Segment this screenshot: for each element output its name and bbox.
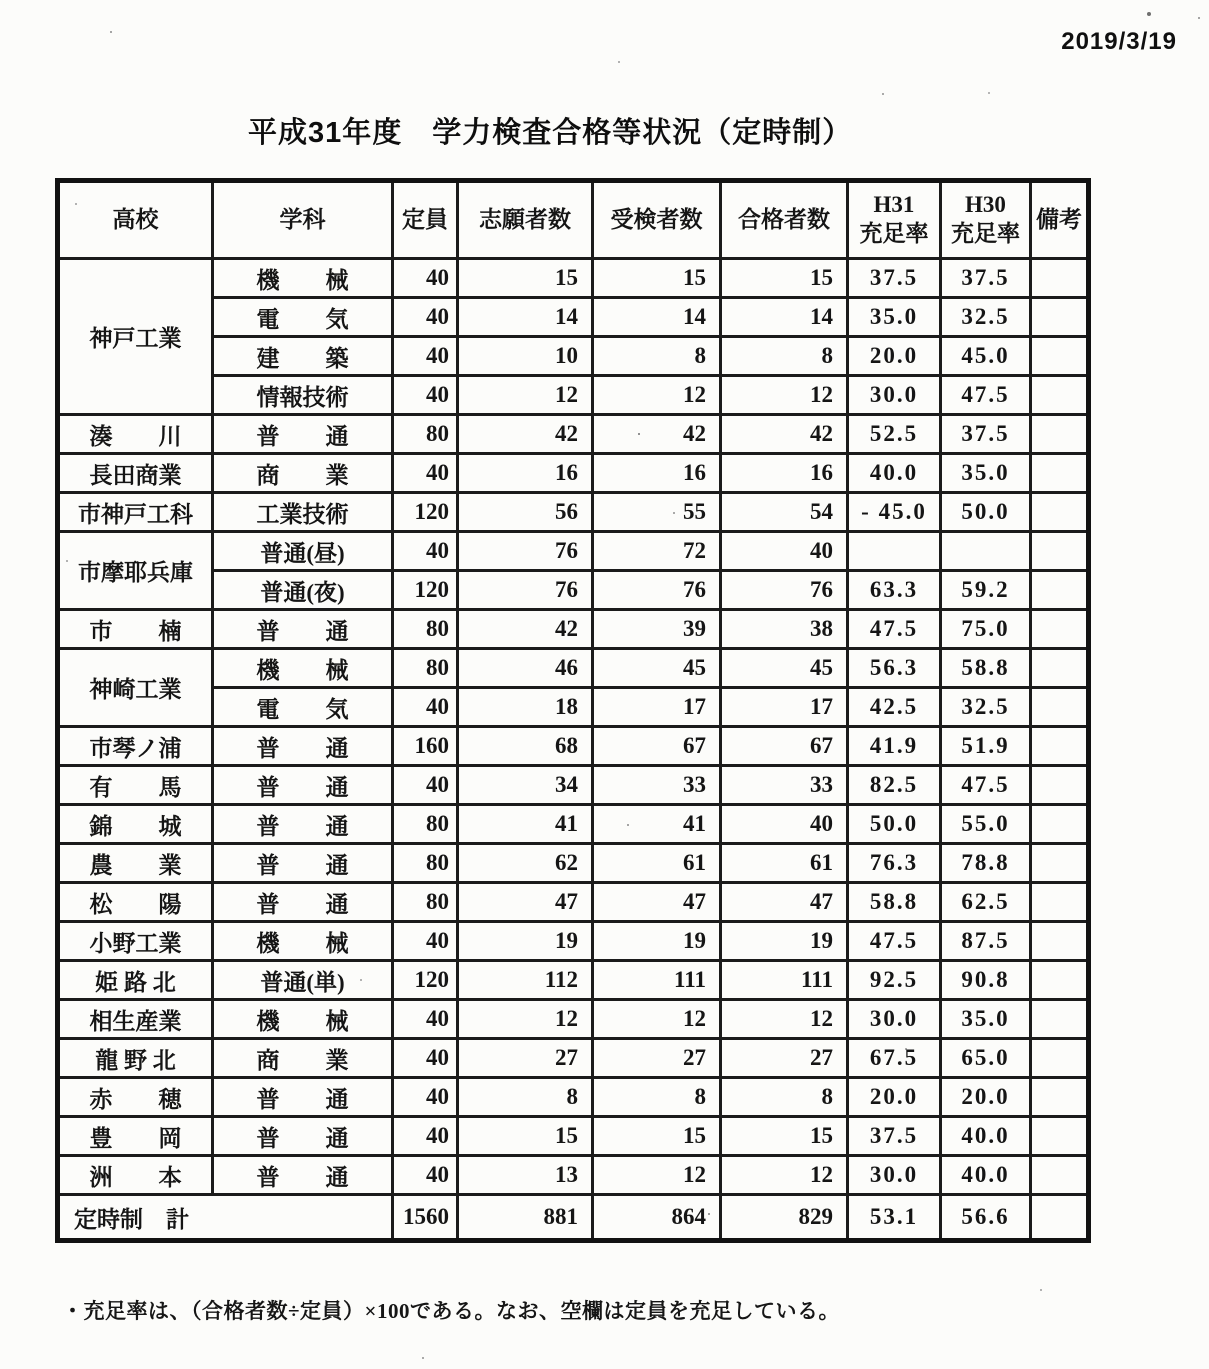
remarks-cell	[1031, 415, 1089, 454]
applicants-cell: 42	[458, 415, 593, 454]
header-applicants: 志願者数	[458, 181, 593, 259]
capacity-cell: 40	[393, 688, 458, 727]
table-row	[58, 610, 1089, 649]
applicants-cell: 76	[458, 571, 593, 610]
applicants-cell: 41	[458, 805, 593, 844]
h30-rate-cell: 35.0	[941, 1000, 1031, 1039]
accepted-cell: 54	[721, 493, 848, 532]
table-row	[58, 532, 1089, 571]
h30-rate-cell: 87.5	[941, 922, 1031, 961]
examinees-cell: 45	[593, 649, 721, 688]
examinees-cell: 39	[593, 610, 721, 649]
department-cell: 普通(夜)	[213, 571, 393, 610]
examinees-cell: 55	[593, 493, 721, 532]
department-cell: 普 通	[213, 727, 393, 766]
header-h30-line2: 充足率	[951, 221, 1020, 246]
applicants-cell: 62	[458, 844, 593, 883]
remarks-cell	[1031, 961, 1089, 1000]
h31-rate-cell: 63.3	[848, 571, 941, 610]
total-examinees-cell: 864	[593, 1195, 721, 1241]
department-cell: 電 気	[213, 298, 393, 337]
department-cell: 機 械	[213, 259, 393, 298]
h30-rate-cell: 59.2	[941, 571, 1031, 610]
examinees-cell: 12	[593, 376, 721, 415]
department-cell: 普通(単)	[213, 961, 393, 1000]
capacity-cell: 40	[393, 1000, 458, 1039]
capacity-cell: 120	[393, 571, 458, 610]
remarks-cell	[1031, 805, 1089, 844]
h31-rate-cell: 52.5	[848, 415, 941, 454]
h31-rate-cell: 30.0	[848, 376, 941, 415]
h30-rate-cell: 47.5	[941, 766, 1031, 805]
table-row	[58, 493, 1089, 532]
capacity-cell: 40	[393, 1117, 458, 1156]
header-h31-line2: 充足率	[859, 221, 929, 246]
accepted-cell: 15	[721, 259, 848, 298]
applicants-cell: 8	[458, 1078, 593, 1117]
header-examinees: 受検者数	[593, 181, 721, 259]
capacity-cell: 40	[393, 259, 458, 298]
department-cell: 普 通	[213, 610, 393, 649]
remarks-cell	[1031, 883, 1089, 922]
remarks-cell	[1031, 337, 1089, 376]
school-cell: 長田商業	[58, 454, 213, 493]
capacity-cell: 80	[393, 805, 458, 844]
remarks-cell	[1031, 766, 1089, 805]
remarks-cell	[1031, 259, 1089, 298]
h30-rate-cell: 20.0	[941, 1078, 1031, 1117]
examinees-cell: 17	[593, 688, 721, 727]
accepted-cell: 61	[721, 844, 848, 883]
table-row	[58, 1117, 1089, 1156]
h30-rate-cell: 62.5	[941, 883, 1031, 922]
department-cell: 普通(昼)	[213, 532, 393, 571]
examinees-cell: 72	[593, 532, 721, 571]
remarks-cell	[1031, 298, 1089, 337]
capacity-cell: 80	[393, 844, 458, 883]
h31-rate-cell: 37.5	[848, 259, 941, 298]
accepted-cell: 76	[721, 571, 848, 610]
header-department: 学科	[213, 181, 393, 259]
department-cell: 機 械	[213, 1000, 393, 1039]
header-h31-rate	[848, 181, 941, 259]
accepted-cell: 111	[721, 961, 848, 1000]
total-applicants-cell: 881	[458, 1195, 593, 1241]
examinees-cell: 8	[593, 337, 721, 376]
school-cell: 農 業	[58, 844, 213, 883]
school-cell: 洲 本	[58, 1156, 213, 1195]
remarks-cell	[1031, 1039, 1089, 1078]
accepted-cell: 40	[721, 532, 848, 571]
table-row	[58, 571, 1089, 610]
accepted-cell: 38	[721, 610, 848, 649]
applicants-cell: 112	[458, 961, 593, 1000]
accepted-cell: 67	[721, 727, 848, 766]
examinees-cell: 19	[593, 922, 721, 961]
examinees-cell: 61	[593, 844, 721, 883]
applicants-cell: 34	[458, 766, 593, 805]
h30-rate-cell	[941, 532, 1031, 571]
remarks-cell	[1031, 571, 1089, 610]
school-cell: 龍 野 北	[58, 1039, 213, 1078]
accepted-cell: 17	[721, 688, 848, 727]
h31-rate-cell: 20.0	[848, 1078, 941, 1117]
table-row	[58, 727, 1089, 766]
table-row	[58, 844, 1089, 883]
accepted-cell: 33	[721, 766, 848, 805]
remarks-cell	[1031, 1078, 1089, 1117]
header-row	[58, 181, 1089, 259]
h31-rate-cell: 35.0	[848, 298, 941, 337]
h31-rate-cell: - 45.0	[848, 493, 941, 532]
accepted-cell: 19	[721, 922, 848, 961]
examinees-cell: 67	[593, 727, 721, 766]
h31-rate-cell: 47.5	[848, 610, 941, 649]
examinees-cell: 15	[593, 1117, 721, 1156]
capacity-cell: 40	[393, 376, 458, 415]
results-table-container	[55, 178, 1086, 1243]
total-row	[58, 1195, 1089, 1241]
examinees-cell: 111	[593, 961, 721, 1000]
school-cell: 相生産業	[58, 1000, 213, 1039]
page-title: 平成31年度 学力検査合格等状況（定時制）	[248, 117, 853, 149]
table-row	[58, 1000, 1089, 1039]
department-cell: 機 械	[213, 649, 393, 688]
h30-rate-cell: 37.5	[941, 415, 1031, 454]
department-cell: 普 通	[213, 1117, 393, 1156]
total-label-cell: 定時制 計	[58, 1195, 393, 1241]
h31-rate-cell: 56.3	[848, 649, 941, 688]
h30-rate-cell: 45.0	[941, 337, 1031, 376]
h31-rate-cell: 20.0	[848, 337, 941, 376]
remarks-cell	[1031, 493, 1089, 532]
remarks-cell	[1031, 1156, 1089, 1195]
table-row	[58, 259, 1089, 298]
school-cell: 姫 路 北	[58, 961, 213, 1000]
h31-rate-cell: 82.5	[848, 766, 941, 805]
remarks-cell	[1031, 610, 1089, 649]
h30-rate-cell: 65.0	[941, 1039, 1031, 1078]
department-cell: 普 通	[213, 766, 393, 805]
school-cell: 神戸工業	[58, 259, 213, 415]
department-cell: 普 通	[213, 844, 393, 883]
h30-rate-cell: 90.8	[941, 961, 1031, 1000]
h30-rate-cell: 32.5	[941, 298, 1031, 337]
table-row	[58, 649, 1089, 688]
capacity-cell: 40	[393, 766, 458, 805]
capacity-cell: 80	[393, 610, 458, 649]
school-cell: 豊 岡	[58, 1117, 213, 1156]
table-row	[58, 922, 1089, 961]
header-h30-line1: H30	[965, 192, 1006, 218]
remarks-cell	[1031, 454, 1089, 493]
capacity-cell: 40	[393, 454, 458, 493]
school-cell: 松 陽	[58, 883, 213, 922]
table-row	[58, 688, 1089, 727]
h31-rate-cell	[848, 532, 941, 571]
document-date: 2019/3/19	[1061, 28, 1177, 55]
department-cell: 商 業	[213, 1039, 393, 1078]
applicants-cell: 15	[458, 1117, 593, 1156]
school-cell: 小野工業	[58, 922, 213, 961]
applicants-cell: 19	[458, 922, 593, 961]
accepted-cell: 47	[721, 883, 848, 922]
applicants-cell: 68	[458, 727, 593, 766]
applicants-cell: 47	[458, 883, 593, 922]
h30-rate-cell: 32.5	[941, 688, 1031, 727]
table-row	[58, 1078, 1089, 1117]
h31-rate-cell: 42.5	[848, 688, 941, 727]
table-row	[58, 415, 1089, 454]
department-cell: 電 気	[213, 688, 393, 727]
department-cell: 商 業	[213, 454, 393, 493]
capacity-cell: 40	[393, 298, 458, 337]
applicants-cell: 13	[458, 1156, 593, 1195]
capacity-cell: 40	[393, 1078, 458, 1117]
table-row	[58, 805, 1089, 844]
examinees-cell: 76	[593, 571, 721, 610]
applicants-cell: 15	[458, 259, 593, 298]
accepted-cell: 27	[721, 1039, 848, 1078]
school-cell: 有 馬	[58, 766, 213, 805]
accepted-cell: 15	[721, 1117, 848, 1156]
h31-rate-cell: 50.0	[848, 805, 941, 844]
accepted-cell: 8	[721, 337, 848, 376]
table-row	[58, 1039, 1089, 1078]
capacity-cell: 160	[393, 727, 458, 766]
school-cell: 錦 城	[58, 805, 213, 844]
remarks-cell	[1031, 688, 1089, 727]
remarks-cell	[1031, 922, 1089, 961]
school-cell: 市神戸工科	[58, 493, 213, 532]
department-cell: 工業技術	[213, 493, 393, 532]
examinees-cell: 14	[593, 298, 721, 337]
department-cell: 普 通	[213, 1078, 393, 1117]
department-cell: 情報技術	[213, 376, 393, 415]
h31-rate-cell: 92.5	[848, 961, 941, 1000]
capacity-cell: 40	[393, 337, 458, 376]
accepted-cell: 14	[721, 298, 848, 337]
school-cell: 湊 川	[58, 415, 213, 454]
capacity-cell: 40	[393, 922, 458, 961]
h31-rate-cell: 47.5	[848, 922, 941, 961]
h30-rate-cell: 78.8	[941, 844, 1031, 883]
applicants-cell: 14	[458, 298, 593, 337]
capacity-cell: 40	[393, 532, 458, 571]
capacity-cell: 40	[393, 1039, 458, 1078]
capacity-cell: 120	[393, 493, 458, 532]
h30-rate-cell: 35.0	[941, 454, 1031, 493]
examinees-cell: 41	[593, 805, 721, 844]
examinees-cell: 16	[593, 454, 721, 493]
h30-rate-cell: 47.5	[941, 376, 1031, 415]
remarks-cell	[1031, 1117, 1089, 1156]
capacity-cell: 80	[393, 415, 458, 454]
h30-rate-cell: 40.0	[941, 1156, 1031, 1195]
table-row	[58, 883, 1089, 922]
total-remarks-cell	[1031, 1195, 1089, 1241]
capacity-cell: 120	[393, 961, 458, 1000]
applicants-cell: 16	[458, 454, 593, 493]
header-remarks: 備考	[1031, 181, 1089, 259]
h31-rate-cell: 76.3	[848, 844, 941, 883]
h31-rate-cell: 58.8	[848, 883, 941, 922]
applicants-cell: 56	[458, 493, 593, 532]
footnote: ・充足率は、（合格者数÷定員）×100である。なお、空欄は定員を充足している。	[62, 1299, 840, 1323]
applicants-cell: 12	[458, 376, 593, 415]
remarks-cell	[1031, 376, 1089, 415]
remarks-cell	[1031, 649, 1089, 688]
examinees-cell: 8	[593, 1078, 721, 1117]
examinees-cell: 47	[593, 883, 721, 922]
accepted-cell: 12	[721, 1000, 848, 1039]
applicants-cell: 42	[458, 610, 593, 649]
capacity-cell: 40	[393, 1156, 458, 1195]
h31-rate-cell: 41.9	[848, 727, 941, 766]
table-row	[58, 454, 1089, 493]
h30-rate-cell: 58.8	[941, 649, 1031, 688]
examinees-cell: 42	[593, 415, 721, 454]
h30-rate-cell: 51.9	[941, 727, 1031, 766]
examinees-cell: 12	[593, 1000, 721, 1039]
accepted-cell: 40	[721, 805, 848, 844]
header-h30-rate	[941, 181, 1031, 259]
h31-rate-cell: 30.0	[848, 1000, 941, 1039]
h30-rate-cell: 37.5	[941, 259, 1031, 298]
school-cell: 赤 穂	[58, 1078, 213, 1117]
department-cell: 普 通	[213, 805, 393, 844]
department-cell: 普 通	[213, 1156, 393, 1195]
department-cell: 普 通	[213, 415, 393, 454]
total-capacity-cell: 1560	[393, 1195, 458, 1241]
table-row	[58, 1156, 1089, 1195]
department-cell: 普 通	[213, 883, 393, 922]
school-cell: 市摩耶兵庫	[58, 532, 213, 610]
h30-rate-cell: 40.0	[941, 1117, 1031, 1156]
accepted-cell: 16	[721, 454, 848, 493]
h30-rate-cell: 55.0	[941, 805, 1031, 844]
total-accepted-cell: 829	[721, 1195, 848, 1241]
school-cell: 神崎工業	[58, 649, 213, 727]
school-cell: 市琴ノ浦	[58, 727, 213, 766]
applicants-cell: 12	[458, 1000, 593, 1039]
department-cell: 機 械	[213, 922, 393, 961]
capacity-cell: 80	[393, 649, 458, 688]
scan-noise-specks	[110, 31, 112, 33]
accepted-cell: 12	[721, 1156, 848, 1195]
h31-rate-cell: 40.0	[848, 454, 941, 493]
h30-rate-cell: 75.0	[941, 610, 1031, 649]
school-cell: 市 楠	[58, 610, 213, 649]
accepted-cell: 45	[721, 649, 848, 688]
accepted-cell: 8	[721, 1078, 848, 1117]
table-row	[58, 337, 1089, 376]
applicants-cell: 46	[458, 649, 593, 688]
total-h31-rate-cell: 53.1	[848, 1195, 941, 1241]
header-school: 高校	[58, 181, 213, 259]
header-capacity: 定員	[393, 181, 458, 259]
examinees-cell: 33	[593, 766, 721, 805]
table-row	[58, 766, 1089, 805]
table-row	[58, 961, 1089, 1000]
h30-rate-cell: 50.0	[941, 493, 1031, 532]
accepted-cell: 12	[721, 376, 848, 415]
applicants-cell: 76	[458, 532, 593, 571]
h31-rate-cell: 37.5	[848, 1117, 941, 1156]
accepted-cell: 42	[721, 415, 848, 454]
department-cell: 建 築	[213, 337, 393, 376]
applicants-cell: 27	[458, 1039, 593, 1078]
table-row	[58, 298, 1089, 337]
h31-rate-cell: 30.0	[848, 1156, 941, 1195]
remarks-cell	[1031, 1000, 1089, 1039]
applicants-cell: 10	[458, 337, 593, 376]
header-h31-line1: H31	[873, 192, 915, 218]
examinees-cell: 12	[593, 1156, 721, 1195]
remarks-cell	[1031, 727, 1089, 766]
examinees-cell: 15	[593, 259, 721, 298]
header-accepted: 合格者数	[721, 181, 848, 259]
remarks-cell	[1031, 844, 1089, 883]
total-h30-rate-cell: 56.6	[941, 1195, 1031, 1241]
capacity-cell: 80	[393, 883, 458, 922]
applicants-cell: 18	[458, 688, 593, 727]
results-table	[55, 178, 1091, 1243]
h31-rate-cell: 67.5	[848, 1039, 941, 1078]
examinees-cell: 27	[593, 1039, 721, 1078]
table-row	[58, 376, 1089, 415]
remarks-cell	[1031, 532, 1089, 571]
